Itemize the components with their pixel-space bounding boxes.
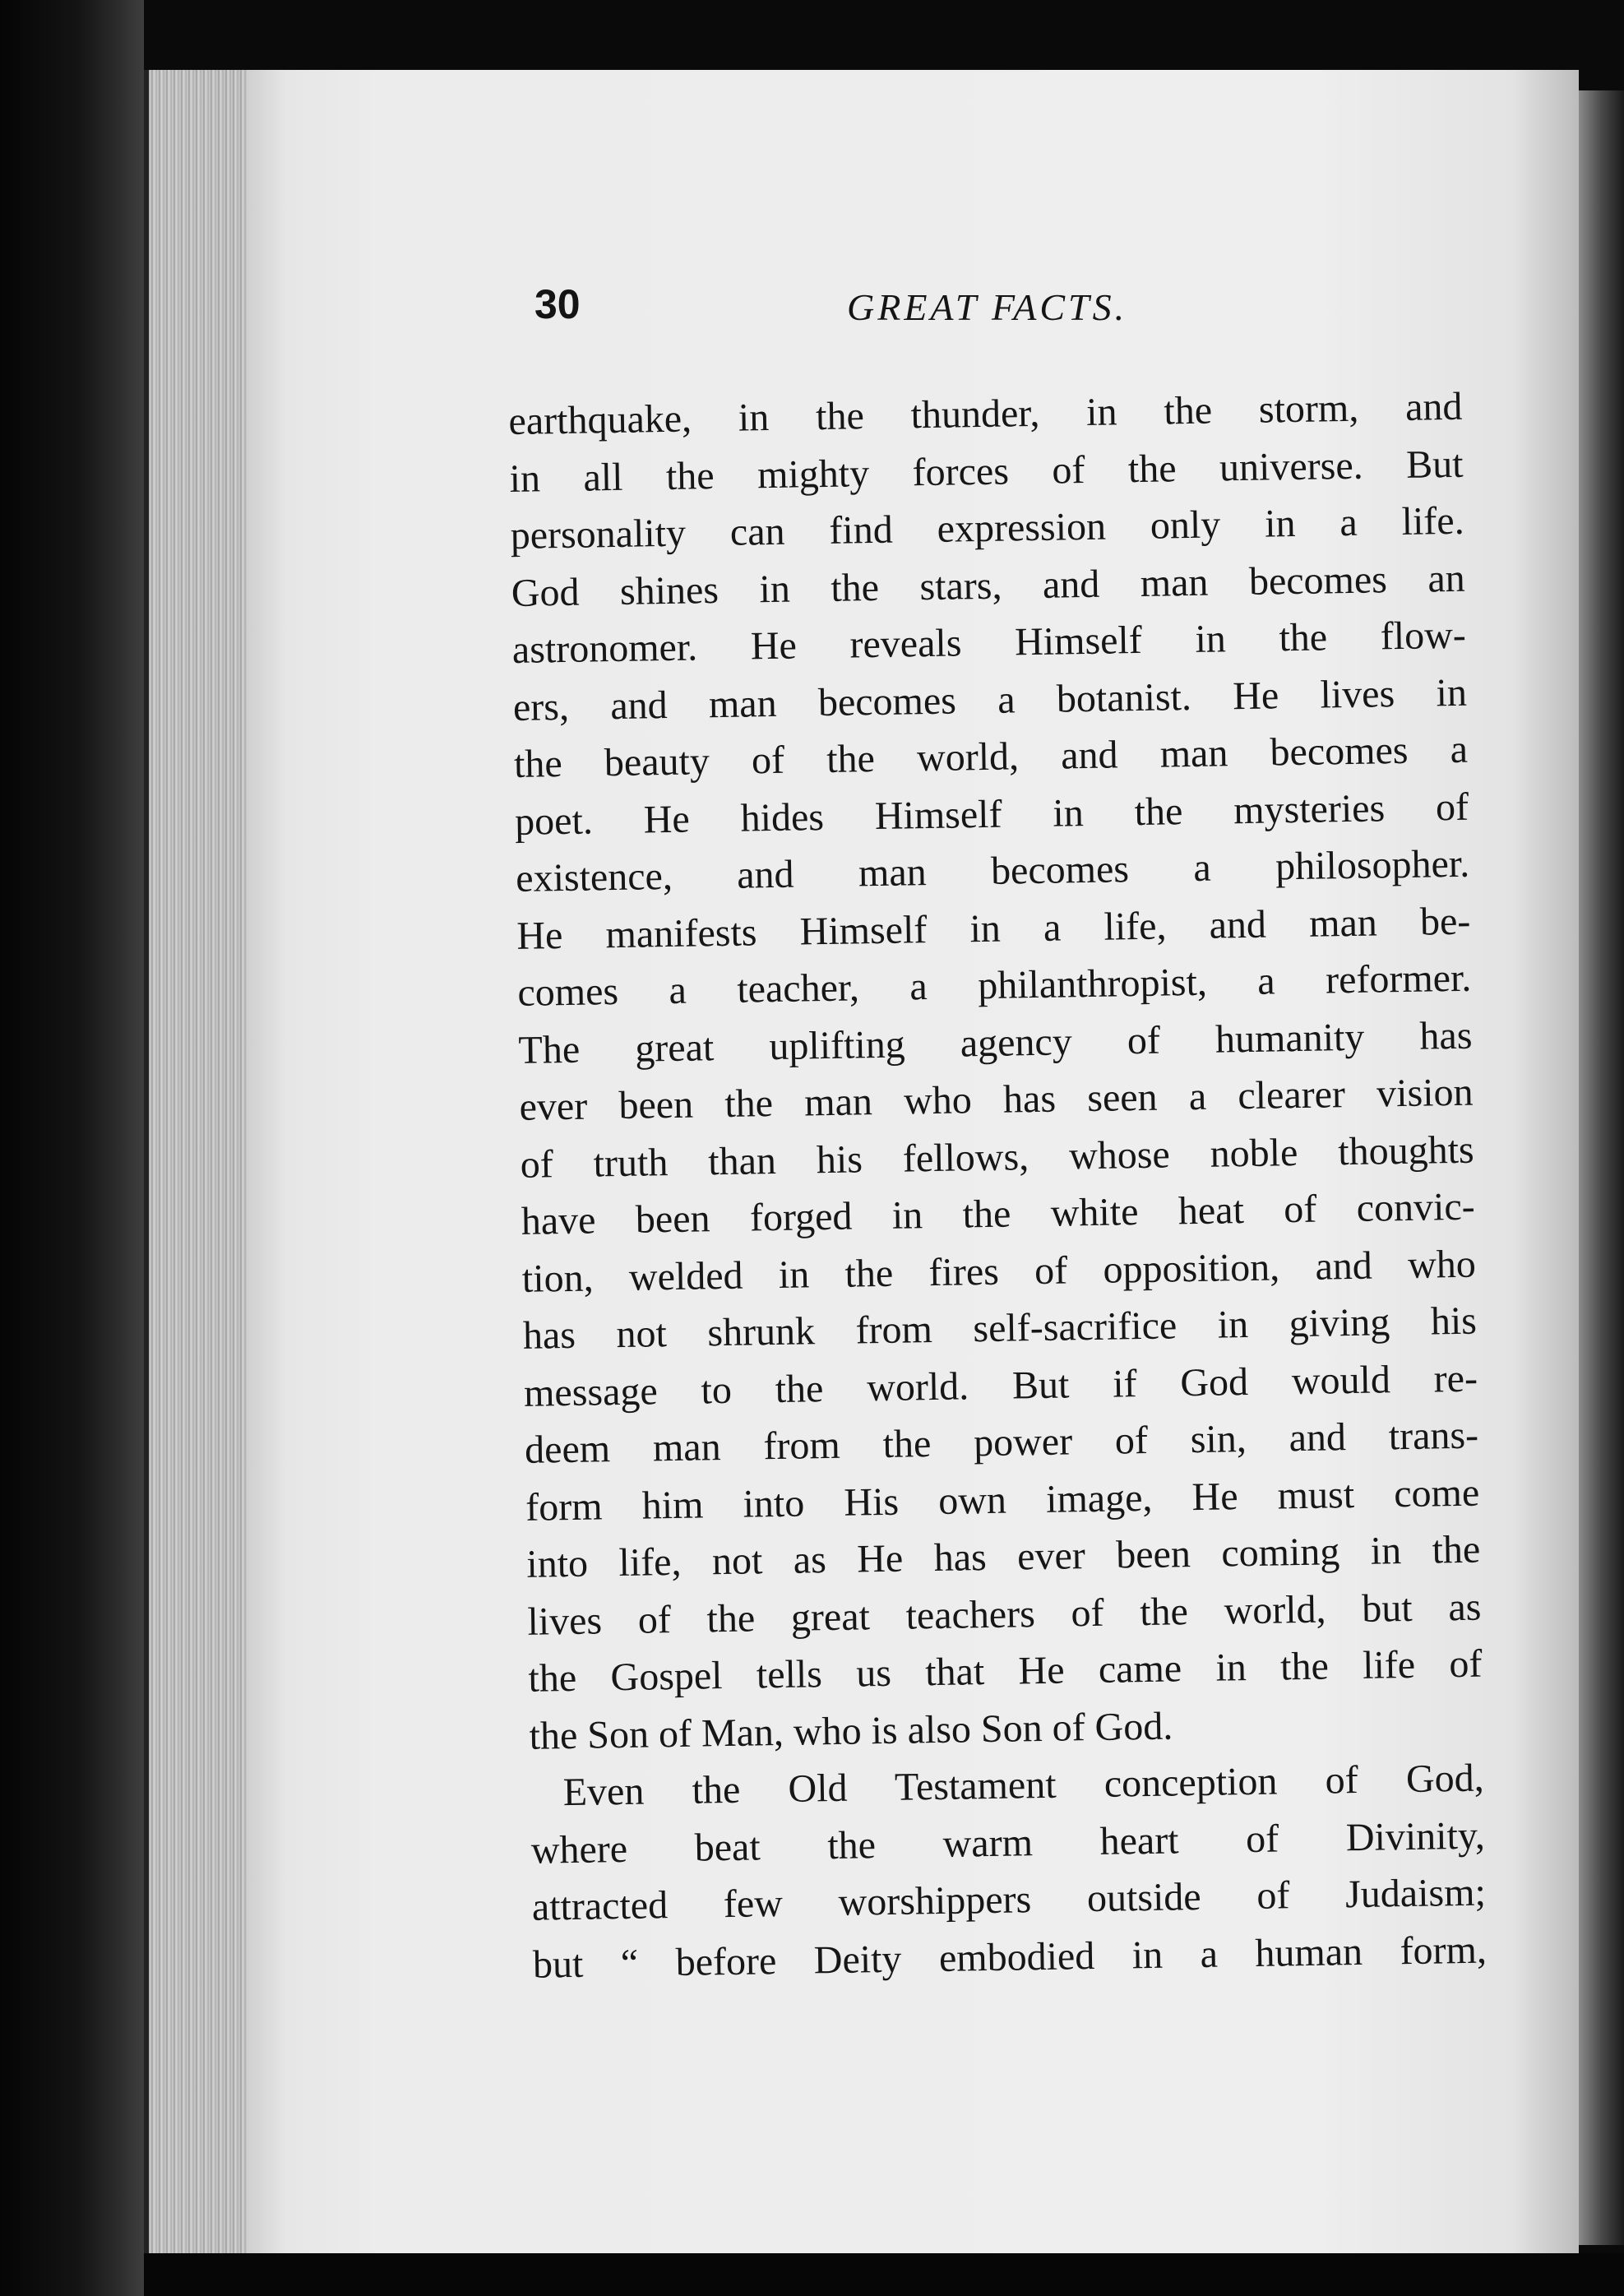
- page-header: [534, 275, 1455, 341]
- text-line: comes a teacher, a philanthropist, a reformer.: [517, 956, 1472, 1015]
- text-line: message to the world. But if God would re-: [523, 1356, 1478, 1415]
- text-line: earthquake, in the thunder, in the storm, and: [508, 384, 1463, 443]
- text-line: personality can find expression only in a life.: [510, 498, 1464, 558]
- scan-margin-left: [0, 0, 144, 2296]
- text-line: astronomer. He reveals Himself in the flow-: [511, 613, 1467, 672]
- text-line: have been forged in the white heat of convic-: [521, 1184, 1476, 1243]
- page-curl-shadow: [1579, 90, 1624, 2245]
- text-line: attracted few worshippers outside of Judaism;: [531, 1870, 1487, 1929]
- text-line: in all the mighty forces of the universe. But: [509, 442, 1464, 501]
- running-head: GREAT FACTS.: [847, 286, 1128, 328]
- paragraph-start-line: Even the Old Testament conception of God,: [562, 1756, 1485, 1815]
- text-line: but “ before Deity embodied in a human form,: [532, 1928, 1488, 1987]
- text-line: ers, and man becomes a botanist. He lives in: [512, 670, 1468, 729]
- text-line: tion, welded in the fires of opposition, and who: [521, 1242, 1477, 1301]
- text-line: form him into His own image, He must come: [525, 1470, 1480, 1530]
- text-line: the Son of Man, who is also Son of God.: [529, 1704, 1173, 1758]
- text-line: deem man from the power of sin, and trans-: [524, 1413, 1479, 1472]
- text-line: into life, not as He has ever been coming in the: [525, 1527, 1481, 1586]
- book-page-edges: [144, 70, 260, 2253]
- text-line: where beat the warm heart of Divinity,: [530, 1813, 1486, 1872]
- text-line: He manifests Himself in a life, and man be-: [516, 899, 1471, 958]
- page-number: 30: [534, 281, 581, 327]
- text-line: God shines in the stars, and man becomes an: [511, 556, 1466, 615]
- body-text: [508, 378, 1487, 1993]
- text-line: The great uplifting agency of humanity has: [518, 1013, 1473, 1072]
- text-line: the Gospel tells us that He came in the life of: [528, 1641, 1483, 1701]
- text-line: ever been the man who has seen a clearer vision: [519, 1070, 1474, 1129]
- text-line: the beauty of the world, and man becomes a: [513, 727, 1469, 786]
- text-line: of truth than his fellows, whose noble thoughts: [520, 1127, 1475, 1187]
- text-line: lives of the great teachers of the world, but as: [527, 1585, 1482, 1644]
- text-line: poet. He hides Himself in the mysteries of: [514, 785, 1469, 844]
- scan-margin-bottom: [144, 2253, 1624, 2296]
- text-line: has not shrunk from self-sacrifice in giving his: [522, 1298, 1478, 1358]
- text-line: existence, and man becomes a philosopher.: [515, 841, 1470, 900]
